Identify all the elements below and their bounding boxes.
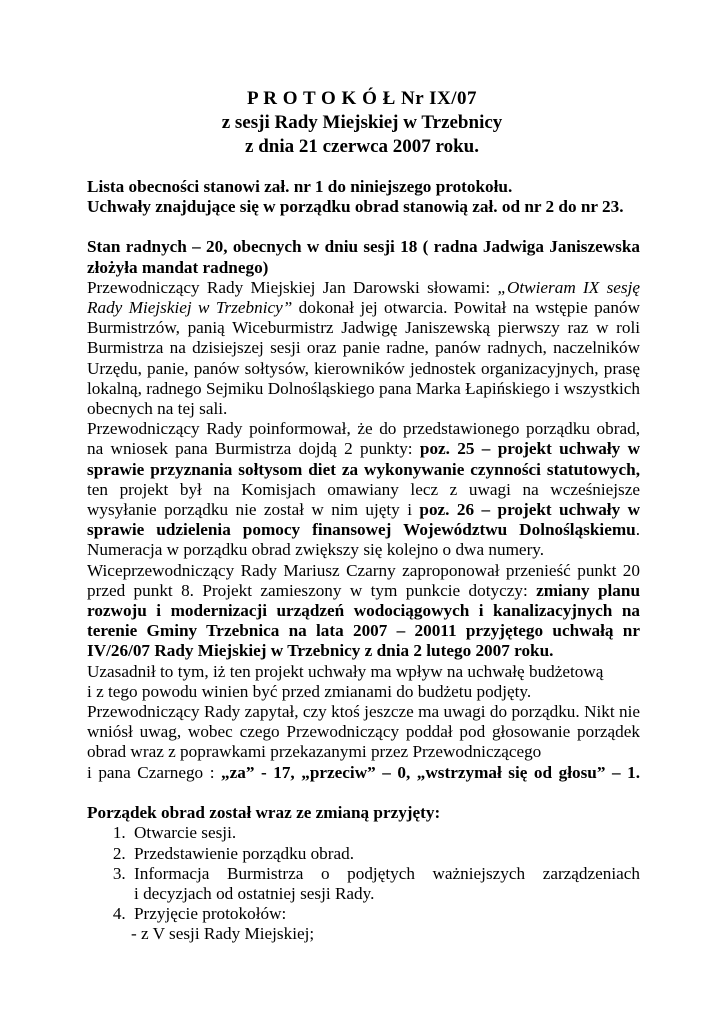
agenda-subitem: - z V sesji Rady Miejskiej;: [131, 924, 315, 944]
agenda-list: [87, 823, 640, 924]
agenda-item: [130, 904, 640, 924]
move-project-title: zmiany planu rozwoju i modernizacji urządzeń wodociągowych i kanalizacyjnych na terenie Gminy Trzebnica na lata 2007 – 20011 przyjętego uchwałą nr IV/26/07 Rady Miejskiej w Trzebnicy z dnia 2 lutego 2007 roku.: [87, 580, 640, 661]
additions-text-e: . Numeracja w porządku obrad zwiększy się kolejno o dwa numery.: [87, 520, 640, 560]
document-date: z dnia 21 czerwca 2007 roku.: [245, 136, 479, 157]
agenda-item-label: 3. Informacja Burmistrza o podjętych ważniejszych zarządzeniach: [134, 863, 640, 883]
agenda-item: [130, 844, 640, 864]
agenda-item-label: Przyjęcie protokołów:: [134, 904, 287, 924]
opening-text-b: dokonał jej otwarcia. Powitał na wstępie panów Burmistrzów, panią Wiceburmistrz Jadwigę Janiszewską pierwszy raz w roli Burmistrza na dzisiejszej sesji oraz panie radne, panów radnych, naczelników Urzędu, panie, panów sołtysów, kierowników jednostek organizacyjnych, prasę lokalną, radnego Sejmiku Dolnośląskiego pana Marka Łapińskiego i wszystkich obecnych na tej sali.: [87, 298, 640, 419]
agenda-item-label-continued: i decyzjach od ostatniej sesji Rady.: [134, 883, 375, 903]
move-text-a: Wiceprzewodniczący Rady Mariusz Czarny zaproponował przenieść punkt 20 przed punkt 8. Projekt zamieszony w tym punkcie dotyczy:: [87, 560, 640, 600]
additions-item-26: poz. 26 – projekt uchwały w sprawie udzielenia pomocy finansowej Województwu Dolnośląskiemu: [87, 500, 640, 540]
agenda-item: [130, 864, 640, 904]
vote-text-b: i pana Czarnego :: [87, 762, 222, 782]
paragraph-opening: [87, 278, 640, 419]
spacer: [87, 217, 640, 237]
agenda-item: [130, 823, 640, 843]
opening-quote: „Otwieram IX sesję Rady Miejskiej w Trzebnicy”: [87, 277, 640, 318]
additions-text-c: ten projekt był na Komisjach omawiany lecz z uwagi na wcześniejsze wysyłanie porządku nie został w nim ujęty i: [87, 479, 640, 520]
paragraph-agenda-additions: [87, 419, 640, 560]
document-body: [87, 177, 640, 945]
additions-item-25: poz. 25 – projekt uchwały w sprawie przyznania sołtysom diet za wykonywanie czynności statutowych,: [87, 439, 641, 479]
justification-line-1: Uzasadnił to tym, iż ten projekt uchwały ma wpływ na uchwałę budżetową: [87, 661, 604, 681]
vote-result-line: [87, 763, 640, 803]
opening-text-a: Przewodniczący Rady Miejskiej Jan Darowski słowami:: [87, 277, 498, 297]
paragraph-move-point: [87, 561, 640, 662]
intro-line-1: Lista obecności stanowi zał. nr 1 do niniejszego protokołu.: [87, 177, 513, 196]
document-subtitle: z sesji Rady Miejskiej w Trzebnicy: [221, 112, 503, 133]
agenda-item-label: Otwarcie sesji.: [134, 823, 237, 843]
justification-line-2: i z tego powodu winien być przed zmianami do budżetu podjęty.: [87, 681, 532, 701]
agenda-item-label: Przedstawienie porządku obrad.: [134, 843, 355, 863]
vote-result: „za” - 17, „przeciw” – 0, „wstrzymał się od głosu” – 1.: [221, 762, 640, 782]
document-title: P R O T O K Ó Ł Nr IX/07: [246, 88, 477, 109]
additions-text-a: Przewodniczący Rady poinformował, że do przedstawionego porządku obrad, na wniosek pana Burmistrza dojdą 2 punkty:: [87, 419, 640, 459]
paragraph-vote: [87, 702, 640, 763]
intro-line-2: Uchwały znajdujące się w porządku obrad stanowią zał. od nr 2 do nr 23.: [87, 197, 624, 217]
attendance-statement: Stan radnych – 20, obecnych w dniu sesji 18 ( radna Jadwiga Janiszewska złożyła mandat radnego): [87, 237, 640, 277]
agenda-accepted: Porządek obrad został wraz ze zmianą przyjęty:: [87, 803, 441, 823]
vote-text-a: Przewodniczący Rady zapytał, czy ktoś jeszcze ma uwagi do porządku. Nikt nie wniósł uwag, wobec czego Przewodniczący poddał pod głosowanie porządek obrad wraz z poprawkami przekazanymi przez Przewodniczącego: [87, 702, 640, 762]
